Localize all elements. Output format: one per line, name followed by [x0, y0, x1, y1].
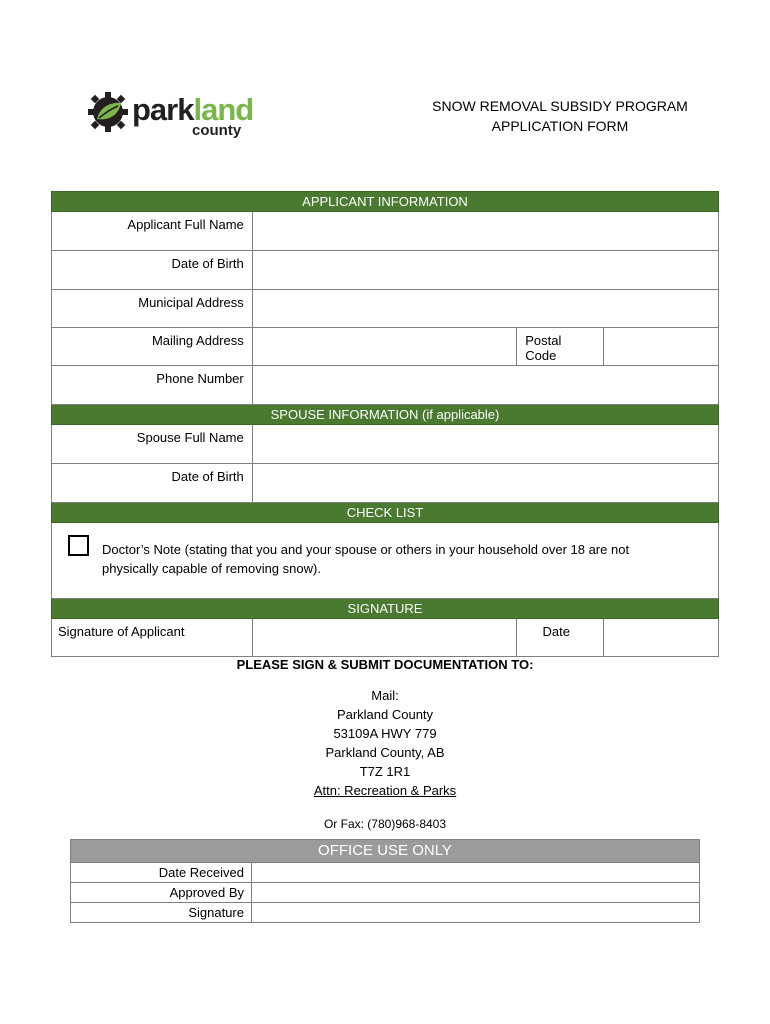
label-spouse-date-of-birth: Date of Birth	[52, 464, 253, 503]
label-applicant-full-name: Applicant Full Name	[52, 212, 253, 251]
applicant-full-name-field[interactable]	[252, 212, 718, 251]
label-signature-of-applicant: Signature of Applicant	[52, 619, 253, 657]
mail-street: 53109A HWY 779	[333, 726, 437, 741]
approved-by-field[interactable]	[252, 883, 700, 903]
label-approved-by: Approved By	[71, 883, 252, 903]
mailing-address-field[interactable]	[252, 328, 517, 366]
signature-date-field[interactable]	[604, 619, 719, 657]
mail-org: Parkland County	[336, 707, 434, 722]
section-signature: SIGNATURE	[52, 599, 719, 619]
mailing-address-block	[0, 686, 770, 800]
doctors-note-line-2: physically capable of removing snow).	[102, 561, 321, 576]
date-of-birth-field[interactable]	[252, 251, 718, 290]
date-received-field[interactable]	[252, 863, 700, 883]
doctors-note-text	[102, 540, 692, 578]
spouse-date-of-birth-field[interactable]	[252, 464, 718, 503]
mail-attention: Attn: Recreation & Parks	[313, 783, 457, 798]
section-check-list: CHECK LIST	[52, 503, 719, 523]
phone-number-field[interactable]	[252, 366, 718, 405]
mail-city: Parkland County, AB	[325, 745, 445, 760]
submit-instructions-title: PLEASE SIGN & SUBMIT DOCUMENTATION TO:	[236, 657, 534, 672]
application-form-table	[51, 191, 719, 657]
municipal-address-field[interactable]	[252, 290, 718, 328]
logo-wordmark: parkland	[132, 92, 254, 127]
label-mailing-address: Mailing Address	[52, 328, 253, 366]
fax-number: Or Fax: (780)968-8403	[323, 817, 447, 831]
label-municipal-address: Municipal Address	[52, 290, 253, 328]
signature-of-applicant-field[interactable]	[252, 619, 517, 657]
gear-leaf-logo-icon	[88, 92, 128, 132]
label-date-received: Date Received	[71, 863, 252, 883]
office-signature-field[interactable]	[252, 903, 700, 923]
label-spouse-full-name: Spouse Full Name	[52, 425, 253, 464]
parkland-county-logo	[88, 90, 258, 145]
label-postal-code: Postal Code	[517, 328, 604, 366]
mail-postal: T7Z 1R1	[359, 764, 411, 779]
title-line-2: APPLICATION FORM	[491, 118, 629, 134]
label-signature-date: Date	[517, 619, 604, 657]
office-use-title: OFFICE USE ONLY	[71, 840, 700, 863]
form-title	[400, 96, 720, 136]
label-office-signature: Signature	[71, 903, 252, 923]
title-line-1: SNOW REMOVAL SUBSIDY PROGRAM	[432, 98, 688, 114]
mail-label: Mail:	[371, 688, 399, 703]
spouse-full-name-field[interactable]	[252, 425, 718, 464]
label-date-of-birth: Date of Birth	[52, 251, 253, 290]
label-phone-number: Phone Number	[52, 366, 253, 405]
doctors-note-line-1: Doctor’s Note (stating that you and your spouse or others in your household over 18 are not	[102, 542, 630, 557]
section-spouse-information: SPOUSE INFORMATION (if applicable)	[52, 405, 719, 425]
office-use-table	[70, 839, 700, 923]
section-applicant-information: APPLICANT INFORMATION	[52, 192, 719, 212]
logo-county: county	[192, 122, 242, 139]
postal-code-field[interactable]	[604, 328, 719, 366]
doctors-note-checkbox[interactable]	[68, 535, 89, 556]
